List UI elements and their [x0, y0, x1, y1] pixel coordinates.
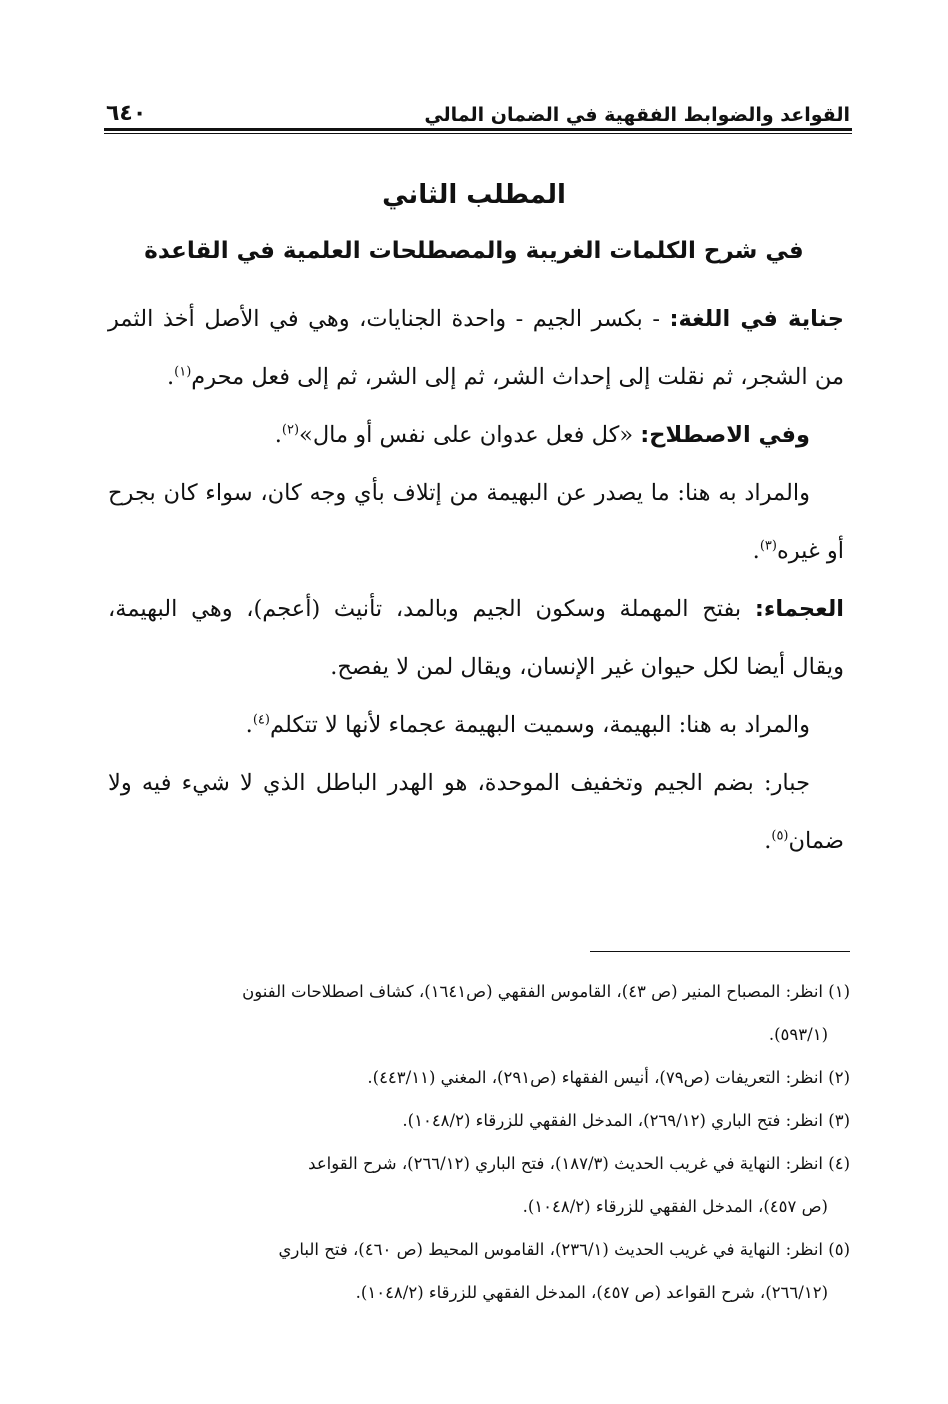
- footnote-1: [104, 970, 850, 1013]
- page-header: [106, 92, 850, 126]
- footnote-line: (٥٩٣/١).: [768, 1025, 828, 1044]
- paragraph-istilah: [108, 406, 844, 464]
- footnote-line: (٢) انظر: التعريفات (ص٧٩)، أنيس الفقهاء (ص٢٩١)، المغني (٤٤٣/١١).: [367, 1068, 850, 1087]
- footnote-ref: (٣): [759, 538, 777, 554]
- paragraph-jubar: [108, 754, 844, 870]
- term-label: العجماء:: [754, 596, 844, 622]
- footnote-ref: (١): [174, 364, 192, 380]
- footnote-ref: (٢): [281, 422, 300, 438]
- footnote-ref: (٥): [771, 828, 789, 844]
- header-rule-thin: [104, 133, 852, 134]
- paragraph-text: «كل فعل عدوان على نفس أو مال»: [299, 422, 641, 448]
- paragraph-ajmaa: [108, 580, 844, 696]
- paragraph-text: بفتح المهملة وسكون الجيم وبالمد، تأنيث (أعجم)، وهي البهيمة، ويقال أيضا لكل حيوان غير الإنسان، ويقال لمن لا يفصح.: [108, 596, 844, 680]
- paragraph-text: والمراد به هنا: البهيمة، وسميت البهيمة عجماء لأنها لا تتكلم: [269, 712, 810, 738]
- paragraph-text: - بكسر الجيم - واحدة الجنايات، وهي في الأصل أخذ الثمر من الشجر، ثم نقلت إلى إحداث الشر، ثم إلى الشر، ثم إلى فعل محرم: [108, 306, 844, 390]
- term-label: وفي الاصطلاح:: [640, 422, 810, 448]
- footnote-line: (٥) انظر: النهاية في غريب الحديث (٢٣٦/١)، القاموس المحيط (ص ٤٦٠)، فتح الباري: [278, 1240, 850, 1259]
- header-rule-thick: [104, 128, 852, 131]
- paragraph-murad-1: [108, 464, 844, 580]
- footnote-separator: [590, 951, 850, 952]
- paragraph-end: .: [764, 828, 772, 854]
- running-title: القواعد والضوابط الفقهية في الضمان المالي: [424, 104, 850, 126]
- term-label: جناية في اللغة:: [669, 306, 844, 332]
- footnote-line: (٢٦٦/١٢)، شرح القواعد (ص ٤٥٧)، المدخل الفقهي للزرقاء (١٠٤٨/٢).: [355, 1283, 828, 1302]
- body-text: [108, 290, 844, 870]
- footnote-5-cont: [104, 1271, 850, 1314]
- footnote-line: (٤) انظر: النهاية في غريب الحديث (١٨٧/٣)، فتح الباري (٢٦٦/١٢)، شرح القواعد: [308, 1154, 850, 1173]
- footnote-5: [104, 1228, 850, 1271]
- paragraph-end: .: [274, 422, 282, 448]
- paragraph-jinaya: [108, 290, 844, 406]
- paragraph-text: والمراد به هنا: ما يصدر عن البهيمة من إتلاف بأي وجه كان، سواء كان بجرح أو غيره: [108, 480, 844, 564]
- paragraph-murad-2: [108, 696, 844, 754]
- section-title: المطلب الثاني: [382, 180, 566, 210]
- footnote-2: [104, 1056, 850, 1099]
- footnote-4-cont: [104, 1185, 850, 1228]
- paragraph-text: جبار: بضم الجيم وتخفيف الموحدة، هو الهدر الباطل الذي لا شيء فيه ولا ضمان: [108, 770, 844, 854]
- footnote-line: (٣) انظر: فتح الباري (٢٦٩/١٢)، المدخل الفقهي للزرقاء (١٠٤٨/٢).: [402, 1111, 850, 1130]
- footnote-3: [104, 1099, 850, 1142]
- section-subtitle: في شرح الكلمات الغريبة والمصطلحات العلمية في القاعدة: [144, 238, 804, 264]
- paragraph-end: .: [752, 538, 760, 564]
- footnote-ref: (٤): [252, 712, 270, 728]
- footnote-line: (ص ٤٥٧)، المدخل الفقهي للزرقاء (١٠٤٨/٢).: [522, 1197, 828, 1216]
- footnote-1-cont: [104, 1013, 850, 1056]
- page-number: ٦٤٠: [106, 101, 147, 126]
- paragraph-end: .: [167, 364, 175, 390]
- footnote-4: [104, 1142, 850, 1185]
- paragraph-end: .: [245, 712, 253, 738]
- footnotes: [104, 970, 850, 1314]
- footnote-line: (١) انظر: المصباح المنير (ص ٤٣)، القاموس الفقهي (ص١٦٤١)، كشاف اصطلاحات الفنون: [242, 982, 850, 1001]
